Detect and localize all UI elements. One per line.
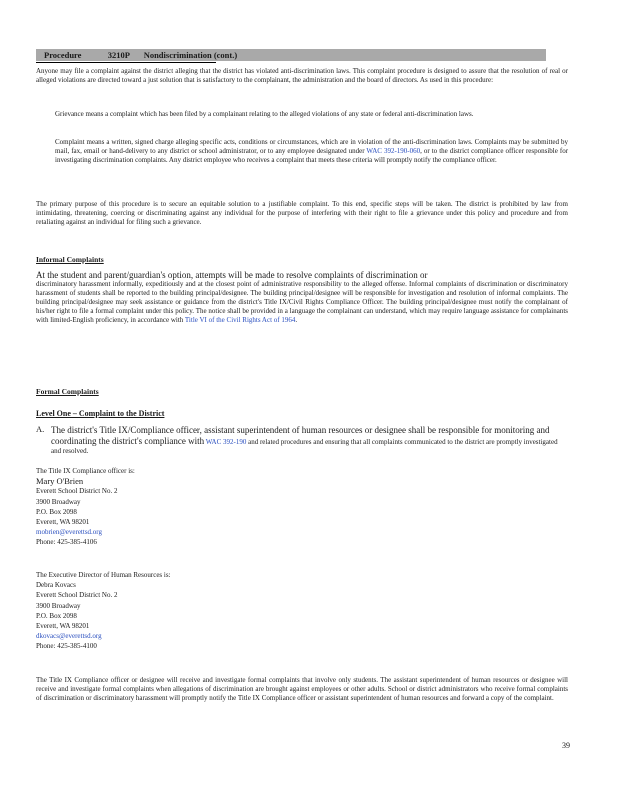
- complaint-text-a: Complaint means a written, signed charge alleging specific acts, conditions or circumstances, which are in violation of the anti-discrimination laws. Complaints may be submitted by mail, fax, email or hand-delivery to any district or school administrator, or to any employee designated under: [55, 138, 568, 155]
- informal-text-b: .: [295, 315, 298, 324]
- contact-city: Everett, WA 98201: [36, 518, 90, 527]
- formal-heading: [36, 387, 99, 396]
- contact-po: P.O. Box 2098: [36, 611, 77, 620]
- level-one-item-a: [36, 425, 568, 456]
- closing-text: The Title IX Compliance officer or designee will receive and investigate formal complaints that involve only students. The assistant superintendent of human resources or designee will receive and investigate formal complaints when allegations of discrimination are brought against employees or other adults. School or district administrators who receive formal complaints of discrimination or discriminatory harassment will promptly notify the Title IX Compliance officer or assistant superintendent of human resources and forward a copy of the complaint.: [36, 676, 568, 702]
- item-marker: A.: [36, 424, 45, 434]
- page-number: 39: [562, 741, 570, 750]
- item-lead: The district's Title IX/Compliance officer, assistant superintendent of human resources or designee shall be responsible for monitoring and coordinating the district's compliance with: [51, 425, 550, 446]
- wac-link[interactable]: WAC 392-190-060: [366, 146, 421, 155]
- level-one-heading: Level One – Complaint to the District: [36, 409, 165, 418]
- procedure-number: 3210P: [107, 50, 130, 60]
- contact-name: Mary O'Brien: [36, 476, 84, 487]
- item-text: [51, 425, 568, 456]
- contact-name: Debra Kovacs: [36, 581, 76, 590]
- contact-phone: Phone: 425-385-4106: [36, 538, 97, 547]
- complaint-text-b: , or to the district compliance officer responsible for investigating discrimination complaints. Any district employee who receives a complaint that meets these criteria will promptly notify the compliance officer.: [55, 146, 569, 164]
- title-vi-link[interactable]: Title VI of the Civil Rights Act of 1964: [184, 315, 296, 324]
- contact-city: Everett, WA 98201: [36, 622, 90, 631]
- contact-org: Everett School District No. 2: [36, 591, 118, 600]
- hr-director-contact: [36, 570, 171, 652]
- contact-phone: Phone: 425-385-4100: [36, 642, 97, 651]
- purpose-paragraph: [36, 200, 568, 227]
- wac-392-190-link[interactable]: WAC 392-190: [205, 438, 247, 446]
- procedure-label: Procedure: [44, 50, 82, 60]
- formal-heading-text: Formal Complaints: [36, 387, 99, 396]
- informal-lead: At the student and parent/guardian's option, attempts will be made to resolve complaints of discrimination or: [36, 270, 428, 280]
- bullet-grievance: [36, 110, 568, 119]
- contact-label: The Executive Director of Human Resources is:: [36, 571, 171, 579]
- informal-text-a: discriminatory harassment informally, expeditiously and at the closest point of administrative responsibility to the alleged offense. Informal complaints of discrimination or discriminatory harassment of students shall be reported to the building principal/designee. The building principal/designee will be responsible for investigation and resolution of informal complaints. The building principal/designee may seek assistance or guidance from the district's Title IX/Civil Rights Compliance Officer. The building principal/designee must notify the complainant of his/her right to file a formal complaint under this policy. The notice shall be provided in a language the complainant can understand, which may require language assistance for complainants with limited-English proficiency, in accordance with: [36, 280, 568, 324]
- contact-street: 3900 Broadway: [36, 601, 81, 610]
- informal-paragraph: [36, 270, 568, 325]
- header-underline: [36, 62, 216, 63]
- bullet-text: [55, 138, 568, 165]
- closing-paragraph: [36, 676, 568, 703]
- compliance-officer-contact: [36, 466, 135, 548]
- intro-paragraph: [36, 67, 568, 85]
- informal-heading-text: Informal Complaints: [36, 255, 104, 264]
- intro-text: Anyone may file a complaint against the district alleging that the district has violated anti-discrimination laws. This complaint procedure is designed to assure that the resolution of real or alleged violations are directed toward a just solution that is satisfactory to the complainant, the administration and the board of directors. As used in this procedure:: [36, 67, 568, 84]
- purpose-text: The primary purpose of this procedure is to secure an equitable solution to a justifiable complaint. To this end, specific steps will be taken. The district is prohibited by law from intimidating, threatening, coercing or discriminating against any individual for the purpose of interfering with their right to file a grievance under this policy and procedure and from retaliating against an individual for filing such a grievance.: [36, 200, 568, 226]
- item-tail: and related procedures and ensuring that all complaints communicated to the district are promptly investigated and resolved.: [51, 438, 558, 455]
- contact-email[interactable]: dkovacs@everettsd.org: [36, 632, 102, 641]
- contact-label: The Title IX Compliance officer is:: [36, 467, 135, 475]
- contact-po: P.O. Box 2098: [36, 507, 77, 516]
- bullet-text: Grievance means a complaint which has been filed by a complainant relating to the alleged violations of any state or federal anti-discrimination laws.: [55, 110, 474, 118]
- informal-body: [36, 280, 568, 325]
- informal-heading: [36, 255, 104, 264]
- contact-org: Everett School District No. 2: [36, 487, 118, 496]
- procedure-header-bar: [36, 49, 546, 61]
- contact-street: 3900 Broadway: [36, 497, 81, 506]
- procedure-title: Nondiscrimination (cont.): [143, 50, 238, 60]
- contact-email[interactable]: mobrien@everettsd.org: [36, 528, 102, 537]
- bullet-complaint: [36, 138, 568, 165]
